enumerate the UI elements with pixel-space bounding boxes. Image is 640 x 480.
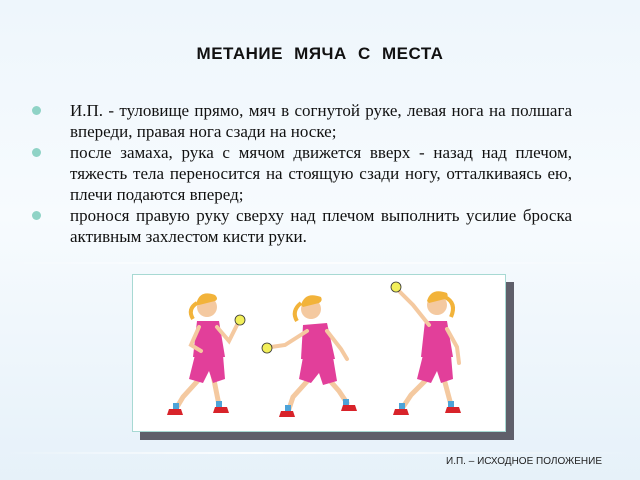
figure-throw-release (391, 282, 461, 415)
instruction-list (32, 100, 572, 247)
bullet-dot-icon (32, 148, 41, 157)
instruction-text: после замаха, рука с мячом движется вверх - назад над плечом, тяжесть тела переносится на стоящую сзади ногу, отталкиваясь ею, плечи подаются вперед; (70, 143, 572, 204)
decorative-streak (0, 452, 640, 454)
instruction-item (32, 205, 572, 247)
instruction-text: пронося правую руку сверху над плечом выполнить усилие броска активным захлестом кисти руки. (70, 206, 572, 246)
throwing-illustration (132, 274, 506, 432)
figure-starting-position (167, 293, 245, 415)
footer-note: И.П. – ИСХОДНОЕ ПОЛОЖЕНИЕ (446, 456, 602, 467)
bullet-dot-icon (32, 211, 41, 220)
decorative-streak (0, 262, 640, 264)
slide-title: МЕТАНИЕ МЯЧА С МЕСТА (196, 44, 444, 63)
bullet-dot-icon (32, 106, 41, 115)
figure-backswing (262, 295, 357, 417)
instruction-item (32, 142, 572, 205)
instruction-text: И.П. - туловище прямо, мяч в согнутой руке, левая нога на полшага впереди, правая нога сзади на носке; (70, 101, 572, 141)
instruction-item (32, 100, 572, 142)
ball-icon (262, 343, 272, 353)
ball-icon (235, 315, 245, 325)
ball-icon (391, 282, 401, 292)
throwing-figures-svg (133, 275, 505, 431)
